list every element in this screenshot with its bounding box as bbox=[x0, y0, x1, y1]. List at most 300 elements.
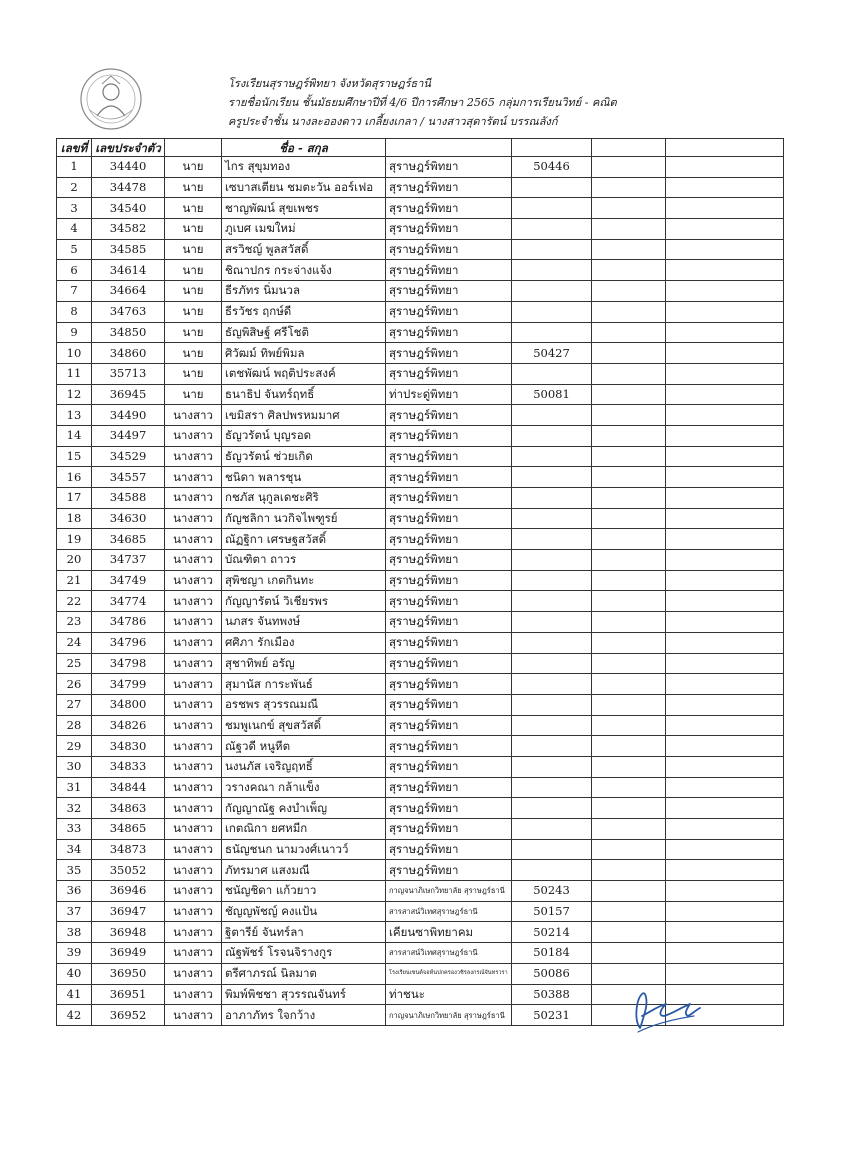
student-code bbox=[512, 488, 592, 509]
student-name: ภูเบศ เมฆใหม่ bbox=[222, 219, 386, 240]
blank-cell bbox=[666, 674, 784, 695]
blank-cell bbox=[592, 715, 666, 736]
student-id: 34664 bbox=[92, 281, 165, 302]
name-prefix: นางสาว bbox=[165, 798, 222, 819]
table-row bbox=[57, 632, 784, 653]
row-number: 16 bbox=[57, 467, 92, 488]
blank-cell bbox=[592, 508, 666, 529]
blank-cell bbox=[592, 363, 666, 384]
student-id: 34863 bbox=[92, 798, 165, 819]
row-number: 14 bbox=[57, 425, 92, 446]
student-name: กัญญาณัฐ คงบำเพ็ญ bbox=[222, 798, 386, 819]
blank-cell bbox=[666, 653, 784, 674]
column-header bbox=[386, 139, 512, 157]
name-prefix: นาย bbox=[165, 363, 222, 384]
student-name: เตชพัฒน์ พฤติประสงค์ bbox=[222, 363, 386, 384]
student-id: 34826 bbox=[92, 715, 165, 736]
blank-cell bbox=[666, 425, 784, 446]
student-id: 34497 bbox=[92, 425, 165, 446]
table-row bbox=[57, 839, 784, 860]
blank-cell bbox=[666, 529, 784, 550]
blank-cell bbox=[592, 922, 666, 943]
student-id: 34529 bbox=[92, 446, 165, 467]
previous-school: สุราษฎร์พิทยา bbox=[386, 301, 512, 322]
table-row bbox=[57, 798, 784, 819]
student-code bbox=[512, 632, 592, 653]
name-prefix: นางสาว bbox=[165, 570, 222, 591]
blank-cell bbox=[666, 632, 784, 653]
student-name: ชนัญชิดา แก้วยาว bbox=[222, 881, 386, 902]
name-prefix: นางสาว bbox=[165, 922, 222, 943]
student-name: ไกร สุขุมทอง bbox=[222, 157, 386, 178]
previous-school: สุราษฎร์พิทยา bbox=[386, 736, 512, 757]
student-roster-table bbox=[56, 138, 784, 1026]
student-name: กัญชลิกา นวกิจไพฑูรย์ bbox=[222, 508, 386, 529]
student-id: 34800 bbox=[92, 694, 165, 715]
student-id: 34850 bbox=[92, 322, 165, 343]
blank-cell bbox=[592, 529, 666, 550]
previous-school: สุราษฎร์พิทยา bbox=[386, 467, 512, 488]
student-id: 34749 bbox=[92, 570, 165, 591]
student-code bbox=[512, 508, 592, 529]
blank-cell bbox=[592, 570, 666, 591]
blank-cell bbox=[592, 674, 666, 695]
row-number: 25 bbox=[57, 653, 92, 674]
student-code bbox=[512, 301, 592, 322]
student-name: ธนาธิป จันทร์ฤทธิ์ bbox=[222, 384, 386, 405]
student-id: 34614 bbox=[92, 260, 165, 281]
previous-school: สุราษฎร์พิทยา bbox=[386, 425, 512, 446]
class-list-title: รายชื่อนักเรียน ชั้นมัธยมศึกษาปีที่ 4/6 ปีการศึกษา 2565 กลุ่มการเรียนวิทย์ - คณิต bbox=[228, 96, 617, 109]
name-prefix: นางสาว bbox=[165, 901, 222, 922]
student-name: พิมพ์พิชชา สุวรรณจันทร์ bbox=[222, 984, 386, 1005]
blank-cell bbox=[666, 839, 784, 860]
student-id: 34540 bbox=[92, 198, 165, 219]
row-number: 34 bbox=[57, 839, 92, 860]
student-code: 50427 bbox=[512, 343, 592, 364]
table-row bbox=[57, 529, 784, 550]
column-header bbox=[165, 139, 222, 157]
blank-cell bbox=[592, 736, 666, 757]
blank-cell bbox=[666, 963, 784, 984]
student-code bbox=[512, 198, 592, 219]
blank-cell bbox=[592, 488, 666, 509]
blank-cell bbox=[592, 653, 666, 674]
table-row bbox=[57, 819, 784, 840]
name-prefix: นางสาว bbox=[165, 446, 222, 467]
row-number: 40 bbox=[57, 963, 92, 984]
student-name: ชัญญพัชญ์ คงแป้น bbox=[222, 901, 386, 922]
blank-cell bbox=[592, 157, 666, 178]
student-id: 34588 bbox=[92, 488, 165, 509]
name-prefix: นางสาว bbox=[165, 1005, 222, 1026]
name-prefix: นางสาว bbox=[165, 736, 222, 757]
row-number: 15 bbox=[57, 446, 92, 467]
table-row bbox=[57, 570, 784, 591]
student-name: ชิณาปกร กระจ่างแจ้ง bbox=[222, 260, 386, 281]
column-header bbox=[666, 139, 784, 157]
student-code: 50086 bbox=[512, 963, 592, 984]
student-id: 34585 bbox=[92, 239, 165, 260]
name-prefix: นางสาว bbox=[165, 963, 222, 984]
blank-cell bbox=[592, 756, 666, 777]
student-id: 34786 bbox=[92, 612, 165, 633]
student-name: ธัญพิสิษฐ์ ศรีโชติ bbox=[222, 322, 386, 343]
blank-cell bbox=[666, 570, 784, 591]
table-row bbox=[57, 756, 784, 777]
student-name: ศศิภา รักเมือง bbox=[222, 632, 386, 653]
table-row bbox=[57, 425, 784, 446]
student-id: 34860 bbox=[92, 343, 165, 364]
row-number: 20 bbox=[57, 550, 92, 571]
previous-school: สุราษฎร์พิทยา bbox=[386, 157, 512, 178]
blank-cell bbox=[666, 901, 784, 922]
previous-school: สารสาสน์วิเทศสุราษฎร์ธานี bbox=[386, 901, 512, 922]
column-header: ชื่อ - สกุล bbox=[222, 139, 386, 157]
name-prefix: นางสาว bbox=[165, 550, 222, 571]
table-row bbox=[57, 363, 784, 384]
student-id: 34798 bbox=[92, 653, 165, 674]
student-id: 34833 bbox=[92, 756, 165, 777]
student-id: 34557 bbox=[92, 467, 165, 488]
column-header: เลขประจำตัว bbox=[92, 139, 165, 157]
previous-school: สุราษฎร์พิทยา bbox=[386, 674, 512, 695]
blank-cell bbox=[666, 777, 784, 798]
previous-school: สุราษฎร์พิทยา bbox=[386, 405, 512, 426]
previous-school: สุราษฎร์พิทยา bbox=[386, 715, 512, 736]
student-name: ณัฐพัชร์ โรจนจิรางกูร bbox=[222, 943, 386, 964]
table-row bbox=[57, 281, 784, 302]
table-row bbox=[57, 488, 784, 509]
blank-cell bbox=[666, 612, 784, 633]
name-prefix: นาย bbox=[165, 384, 222, 405]
row-number: 38 bbox=[57, 922, 92, 943]
homeroom-teachers: ครูประจำชั้น นางละอองดาว เกลี้ยงเกลา / นางสาวสุดารัตน์ บรรณลังก์ bbox=[228, 115, 558, 128]
blank-cell bbox=[666, 260, 784, 281]
blank-cell bbox=[666, 508, 784, 529]
table-row bbox=[57, 612, 784, 633]
blank-cell bbox=[666, 301, 784, 322]
student-code: 50214 bbox=[512, 922, 592, 943]
blank-cell bbox=[666, 157, 784, 178]
blank-cell bbox=[666, 239, 784, 260]
previous-school: สุราษฎร์พิทยา bbox=[386, 860, 512, 881]
student-name: ศิวัฒม์ ทิพย์พิมล bbox=[222, 343, 386, 364]
blank-cell bbox=[592, 322, 666, 343]
blank-cell bbox=[666, 591, 784, 612]
row-number: 7 bbox=[57, 281, 92, 302]
student-name: สุชาทิพย์ อรัญ bbox=[222, 653, 386, 674]
table-row bbox=[57, 881, 784, 902]
row-number: 18 bbox=[57, 508, 92, 529]
student-code: 50388 bbox=[512, 984, 592, 1005]
student-code bbox=[512, 405, 592, 426]
student-code bbox=[512, 612, 592, 633]
table-row bbox=[57, 715, 784, 736]
row-number: 4 bbox=[57, 219, 92, 240]
student-code bbox=[512, 736, 592, 757]
row-number: 37 bbox=[57, 901, 92, 922]
student-name: ตรีศาภรณ์ นิลมาต bbox=[222, 963, 386, 984]
blank-cell bbox=[592, 219, 666, 240]
student-name: ชมพูเนกข์ สุขสวัสดิ์ bbox=[222, 715, 386, 736]
blank-cell bbox=[592, 860, 666, 881]
student-name: สรวิชญ์ พูลสวัสดิ์ bbox=[222, 239, 386, 260]
name-prefix: นางสาว bbox=[165, 674, 222, 695]
student-code bbox=[512, 239, 592, 260]
student-id: 35052 bbox=[92, 860, 165, 881]
student-name: ธัญวรัตน์ ช่วยเกิด bbox=[222, 446, 386, 467]
name-prefix: นางสาว bbox=[165, 653, 222, 674]
blank-cell bbox=[666, 756, 784, 777]
student-name: กชภัส นุกูลเดชะศิริ bbox=[222, 488, 386, 509]
row-number: 23 bbox=[57, 612, 92, 633]
blank-cell bbox=[666, 488, 784, 509]
column-header bbox=[512, 139, 592, 157]
table-row bbox=[57, 901, 784, 922]
previous-school: กาญจนาภิเษกวิทยาลัย สุราษฎร์ธานี bbox=[386, 881, 512, 902]
student-id: 36950 bbox=[92, 963, 165, 984]
row-number: 33 bbox=[57, 819, 92, 840]
student-code: 50081 bbox=[512, 384, 592, 405]
row-number: 12 bbox=[57, 384, 92, 405]
student-id: 34774 bbox=[92, 591, 165, 612]
blank-cell bbox=[666, 343, 784, 364]
student-id: 36947 bbox=[92, 901, 165, 922]
table-row bbox=[57, 550, 784, 571]
student-name: กัญญารัตน์ วิเชียรพร bbox=[222, 591, 386, 612]
table-row bbox=[57, 508, 784, 529]
row-number: 10 bbox=[57, 343, 92, 364]
name-prefix: นาย bbox=[165, 322, 222, 343]
blank-cell bbox=[592, 694, 666, 715]
table-row bbox=[57, 943, 784, 964]
blank-cell bbox=[592, 467, 666, 488]
name-prefix: นางสาว bbox=[165, 881, 222, 902]
previous-school: สุราษฎร์พิทยา bbox=[386, 198, 512, 219]
name-prefix: นางสาว bbox=[165, 819, 222, 840]
row-number: 27 bbox=[57, 694, 92, 715]
name-prefix: นาย bbox=[165, 260, 222, 281]
row-number: 31 bbox=[57, 777, 92, 798]
student-id: 34873 bbox=[92, 839, 165, 860]
table-row bbox=[57, 694, 784, 715]
name-prefix: นางสาว bbox=[165, 860, 222, 881]
row-number: 21 bbox=[57, 570, 92, 591]
student-code bbox=[512, 363, 592, 384]
table-row bbox=[57, 384, 784, 405]
school-crest-icon bbox=[78, 66, 144, 132]
blank-cell bbox=[592, 405, 666, 426]
name-prefix: นางสาว bbox=[165, 612, 222, 633]
blank-cell bbox=[666, 715, 784, 736]
row-number: 13 bbox=[57, 405, 92, 426]
previous-school: สุราษฎร์พิทยา bbox=[386, 570, 512, 591]
table-row bbox=[57, 922, 784, 943]
student-id: 36945 bbox=[92, 384, 165, 405]
previous-school: สุราษฎร์พิทยา bbox=[386, 694, 512, 715]
previous-school: สุราษฎร์พิทยา bbox=[386, 550, 512, 571]
student-code bbox=[512, 591, 592, 612]
student-name: ณัฐวดี หนูหีต bbox=[222, 736, 386, 757]
previous-school: สุราษฎร์พิทยา bbox=[386, 281, 512, 302]
student-name: ณัฏฐิกา เศรษฐสวัสดิ์ bbox=[222, 529, 386, 550]
previous-school: สุราษฎร์พิทยา bbox=[386, 260, 512, 281]
blank-cell bbox=[666, 384, 784, 405]
student-name: เขมิสรา ศิลปพรหมมาศ bbox=[222, 405, 386, 426]
blank-cell bbox=[666, 281, 784, 302]
previous-school: กาญจนาภิเษกวิทยาลัย สุราษฎร์ธานี bbox=[386, 1005, 512, 1026]
blank-cell bbox=[666, 881, 784, 902]
row-number: 39 bbox=[57, 943, 92, 964]
previous-school: ท่าชนะ bbox=[386, 984, 512, 1005]
student-code bbox=[512, 756, 592, 777]
row-number: 28 bbox=[57, 715, 92, 736]
blank-cell bbox=[592, 901, 666, 922]
table-row bbox=[57, 343, 784, 364]
name-prefix: นางสาว bbox=[165, 694, 222, 715]
row-number: 19 bbox=[57, 529, 92, 550]
blank-cell bbox=[666, 819, 784, 840]
previous-school: สารสาสน์วิเทศสุราษฎร์ธานี bbox=[386, 943, 512, 964]
row-number: 9 bbox=[57, 322, 92, 343]
row-number: 32 bbox=[57, 798, 92, 819]
previous-school: สุราษฎร์พิทยา bbox=[386, 363, 512, 384]
blank-cell bbox=[592, 384, 666, 405]
name-prefix: นางสาว bbox=[165, 508, 222, 529]
table-row bbox=[57, 674, 784, 695]
student-name: สุพิชญา เกตกินทะ bbox=[222, 570, 386, 591]
blank-cell bbox=[666, 446, 784, 467]
blank-cell bbox=[666, 860, 784, 881]
table-row bbox=[57, 322, 784, 343]
student-name: นภสร จันทพงษ์ bbox=[222, 612, 386, 633]
column-header: เลขที่ bbox=[57, 139, 92, 157]
student-code bbox=[512, 260, 592, 281]
document-header bbox=[228, 74, 828, 131]
table-row bbox=[57, 467, 784, 488]
previous-school: เคียนซาพิทยาคม bbox=[386, 922, 512, 943]
name-prefix: นาย bbox=[165, 198, 222, 219]
blank-cell bbox=[592, 943, 666, 964]
blank-cell bbox=[666, 219, 784, 240]
name-prefix: นาย bbox=[165, 281, 222, 302]
blank-cell bbox=[592, 819, 666, 840]
student-id: 34830 bbox=[92, 736, 165, 757]
blank-cell bbox=[666, 177, 784, 198]
name-prefix: นางสาว bbox=[165, 943, 222, 964]
name-prefix: นางสาว bbox=[165, 405, 222, 426]
table-row bbox=[57, 301, 784, 322]
row-number: 1 bbox=[57, 157, 92, 178]
student-code bbox=[512, 219, 592, 240]
row-number: 29 bbox=[57, 736, 92, 757]
student-id: 36952 bbox=[92, 1005, 165, 1026]
table-row bbox=[57, 963, 784, 984]
blank-cell bbox=[666, 322, 784, 343]
student-id: 34799 bbox=[92, 674, 165, 695]
row-number: 24 bbox=[57, 632, 92, 653]
school-title: โรงเรียนสุราษฎร์พิทยา จังหวัดสุราษฎร์ธานี bbox=[228, 77, 431, 90]
blank-cell bbox=[592, 591, 666, 612]
previous-school: สุราษฎร์พิทยา bbox=[386, 591, 512, 612]
student-code bbox=[512, 777, 592, 798]
blank-cell bbox=[666, 736, 784, 757]
student-code bbox=[512, 694, 592, 715]
blank-cell bbox=[592, 777, 666, 798]
row-number: 6 bbox=[57, 260, 92, 281]
student-name: ธัญวรัตน์ บุญรอด bbox=[222, 425, 386, 446]
row-number: 5 bbox=[57, 239, 92, 260]
student-name: ธีรวัชร ฤกษ์ดี bbox=[222, 301, 386, 322]
row-number: 41 bbox=[57, 984, 92, 1005]
previous-school: สุราษฎร์พิทยา bbox=[386, 529, 512, 550]
blank-cell bbox=[592, 550, 666, 571]
student-id: 34478 bbox=[92, 177, 165, 198]
student-name: เซบาสเตียน ชมตะวัน ออร์เฟอ bbox=[222, 177, 386, 198]
student-id: 36951 bbox=[92, 984, 165, 1005]
blank-cell bbox=[592, 963, 666, 984]
student-code bbox=[512, 839, 592, 860]
table-row bbox=[57, 736, 784, 757]
student-code bbox=[512, 715, 592, 736]
blank-cell bbox=[592, 281, 666, 302]
student-name: เกตณิกา ยศหมีก bbox=[222, 819, 386, 840]
previous-school: สุราษฎร์พิทยา bbox=[386, 177, 512, 198]
table-row bbox=[57, 198, 784, 219]
previous-school: สุราษฎร์พิทยา bbox=[386, 488, 512, 509]
row-number: 26 bbox=[57, 674, 92, 695]
blank-cell bbox=[666, 922, 784, 943]
table-row bbox=[57, 591, 784, 612]
student-id: 34490 bbox=[92, 405, 165, 426]
name-prefix: นางสาว bbox=[165, 591, 222, 612]
previous-school: สุราษฎร์พิทยา bbox=[386, 798, 512, 819]
blank-cell bbox=[666, 198, 784, 219]
blank-cell bbox=[666, 405, 784, 426]
previous-school: สุราษฎร์พิทยา bbox=[386, 653, 512, 674]
student-name: ชาญพัฒน์ สุขเพชร bbox=[222, 198, 386, 219]
student-id: 36949 bbox=[92, 943, 165, 964]
student-name: อาภาภัทร ใจกว้าง bbox=[222, 1005, 386, 1026]
student-code bbox=[512, 550, 592, 571]
previous-school: สุราษฎร์พิทยา bbox=[386, 219, 512, 240]
name-prefix: นางสาว bbox=[165, 467, 222, 488]
previous-school: สุราษฎร์พิทยา bbox=[386, 756, 512, 777]
student-code bbox=[512, 446, 592, 467]
blank-cell bbox=[666, 694, 784, 715]
student-code bbox=[512, 860, 592, 881]
blank-cell bbox=[592, 839, 666, 860]
student-name: นงนภัส เจริญฤทธิ์ bbox=[222, 756, 386, 777]
name-prefix: นาย bbox=[165, 343, 222, 364]
name-prefix: นางสาว bbox=[165, 839, 222, 860]
name-prefix: นางสาว bbox=[165, 632, 222, 653]
table-row bbox=[57, 405, 784, 426]
student-name: ธีรภัทร นิ่มนวล bbox=[222, 281, 386, 302]
row-number: 36 bbox=[57, 881, 92, 902]
student-code bbox=[512, 674, 592, 695]
previous-school: สุราษฎร์พิทยา bbox=[386, 819, 512, 840]
name-prefix: นางสาว bbox=[165, 425, 222, 446]
blank-cell bbox=[666, 550, 784, 571]
student-id: 34630 bbox=[92, 508, 165, 529]
table-row bbox=[57, 239, 784, 260]
student-name: ภัทรมาศ แสงมณี bbox=[222, 860, 386, 881]
student-id: 34763 bbox=[92, 301, 165, 322]
student-id: 35713 bbox=[92, 363, 165, 384]
student-code bbox=[512, 819, 592, 840]
